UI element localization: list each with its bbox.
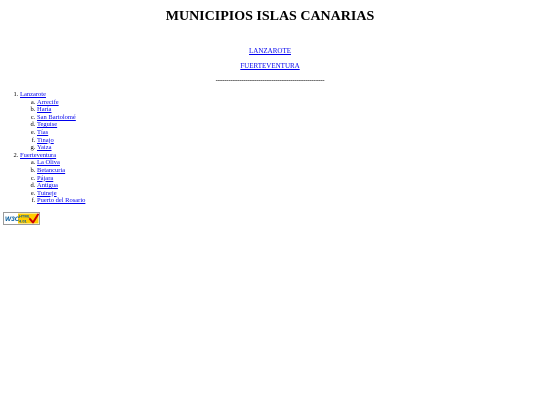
badge-line1: HTML bbox=[19, 213, 31, 219]
list-item bbox=[37, 144, 85, 152]
separator-line: --------------------------------------------------- bbox=[215, 76, 325, 84]
municipality-link[interactable]: Tinajo bbox=[37, 136, 54, 144]
list-item bbox=[37, 114, 85, 122]
list-item bbox=[37, 190, 85, 198]
islands-list bbox=[0, 91, 85, 205]
municipality-link[interactable]: Pájara bbox=[37, 174, 54, 182]
municipality-link[interactable]: Betancuria bbox=[37, 166, 66, 174]
list-item bbox=[37, 129, 85, 137]
top-link-fuerteventura[interactable]: FUERTEVENTURA bbox=[240, 62, 300, 70]
municipality-link[interactable]: Puerto del Rosario bbox=[37, 197, 86, 205]
list-item bbox=[37, 99, 85, 107]
municipality-list-fuerteventura bbox=[20, 159, 85, 205]
municipality-list-lanzarote bbox=[20, 99, 85, 152]
page-title: MUNICIPIOS ISLAS CANARIAS bbox=[165, 9, 375, 24]
list-item bbox=[37, 197, 85, 205]
island-link-fuerteventura[interactable]: Fuerteventura bbox=[20, 151, 57, 159]
municipality-link[interactable]: Teguise bbox=[37, 121, 58, 129]
list-item bbox=[37, 159, 85, 167]
list-item bbox=[37, 175, 85, 183]
list-item bbox=[37, 121, 85, 129]
island-item-fuerteventura bbox=[20, 152, 85, 205]
list-item bbox=[37, 182, 85, 190]
municipality-link[interactable]: La Oliva bbox=[37, 159, 60, 167]
municipality-link[interactable]: Tuineje bbox=[37, 189, 57, 197]
top-link-fuerteventura-row bbox=[0, 62, 540, 71]
municipality-link[interactable]: San Bartolomé bbox=[37, 113, 76, 121]
top-link-lanzarote[interactable]: LANZAROTE bbox=[249, 47, 291, 55]
municipality-link[interactable]: Haría bbox=[37, 106, 52, 114]
municipality-link[interactable]: Antigua bbox=[37, 182, 58, 190]
island-link-lanzarote[interactable]: Lanzarote bbox=[20, 91, 46, 98]
list-item bbox=[37, 106, 85, 114]
w3c-logo: W3C bbox=[5, 216, 20, 224]
list-item bbox=[37, 137, 85, 145]
badge-line2: 4.01 bbox=[19, 218, 27, 224]
island-item-lanzarote bbox=[20, 91, 85, 152]
w3c-badge-graphic bbox=[4, 213, 39, 224]
municipality-link[interactable]: Yaiza bbox=[37, 144, 52, 152]
w3c-html-valid-badge[interactable] bbox=[3, 212, 40, 225]
municipality-link[interactable]: Arrecife bbox=[37, 98, 59, 106]
municipality-link[interactable]: Tías bbox=[37, 128, 49, 136]
top-link-lanzarote-row bbox=[0, 47, 540, 56]
list-item bbox=[37, 167, 85, 175]
